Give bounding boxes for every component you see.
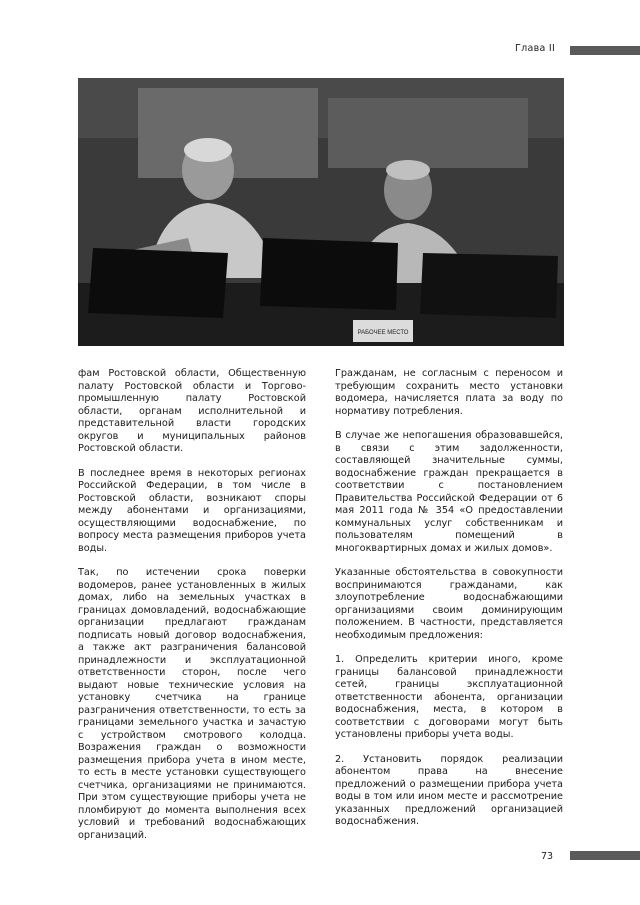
paragraph: Так, по истечении срока поверки водомеров, ранее установленных в жилых домах, либо на земельных участках в границах домовладений, водоснабжающие организации предлагают гражданам подписать новый договор водоснабжения, а также акт разграничения балансовой принадлежности и эксплуатационной ответственности сторон, после чего выдают новые технические условия на установку счетчика на границе разграничения ответственности, то есть за границами земельного участка и зачастую с устройством смотрового колодца. Возражения граждан о возможности размещения прибора учета в ином месте, то есть в месте установки существующего счетчика, организациями не принимаются. При этом существующие приборы учета не пломбируют до момента выполнения всех условий и требований водоснабжающих организаций. xyxy=(78,567,306,841)
paragraph: фам Ростовской области, Общественную палату Ростовской области и Торгово-промышленную палату Ростовской области, органам исполнительной и представительной власти городских округов и муниципальных районов Ростовской области. xyxy=(78,368,306,454)
paragraph: Указанные обстоятельства в совокупности воспринимаются гражданами, как злоупотребление водоснабжающими организациями своим доминирующим положением. В частности, представляется необходимым предложения: xyxy=(335,567,563,641)
paragraph: 2. Установить порядок реализации абонентом права на внесение предложений о размещении прибора учета воды в том или ином месте и рассмотрение указанных предложений организацией водоснабжения. xyxy=(335,753,563,827)
header-decorative-bar xyxy=(570,46,640,55)
meeting-photo xyxy=(78,78,564,346)
paragraph: В последнее время в некоторых регионах Российской Федерации, в том числе в Ростовской области, возникают споры между абонентами и организациями, осуществляющими водоснабжение, по вопросу места размещения приборов учета воды. xyxy=(78,467,306,554)
paragraph: 1. Определить критерии иного, кроме границы балансовой принадлежности сетей, границы эксплуатационной ответственности абонента, организации водоснабжения, места, в котором в соответствии с договорами могут быть установлены приборы учета воды. xyxy=(335,654,563,740)
paragraph: В случае же непогашения образовавшейся, в связи с этим задолженности, составляющей значительные суммы, водоснабжение граждан прекращается в соответствии с постановлением Правительства Российской Федерации от 6 мая 2011 года № 354 «О предоставлении коммунальных услуг собственникам и пользователям помещений в многоквартирных домах и жилых домов». xyxy=(335,430,563,554)
right-column xyxy=(335,368,563,841)
footer-decorative-bar xyxy=(570,851,640,860)
paragraph: Гражданам, не согласным с переносом и требующим сохранить место установки водомера, начисляется плата за воду по нормативу потребления. xyxy=(335,368,563,417)
desk-sign-text: РАБОЧЕЕ МЕСТО xyxy=(357,330,409,336)
page-number: 73 xyxy=(541,851,554,862)
left-column xyxy=(78,368,306,854)
chapter-title: Глава II xyxy=(515,43,556,54)
